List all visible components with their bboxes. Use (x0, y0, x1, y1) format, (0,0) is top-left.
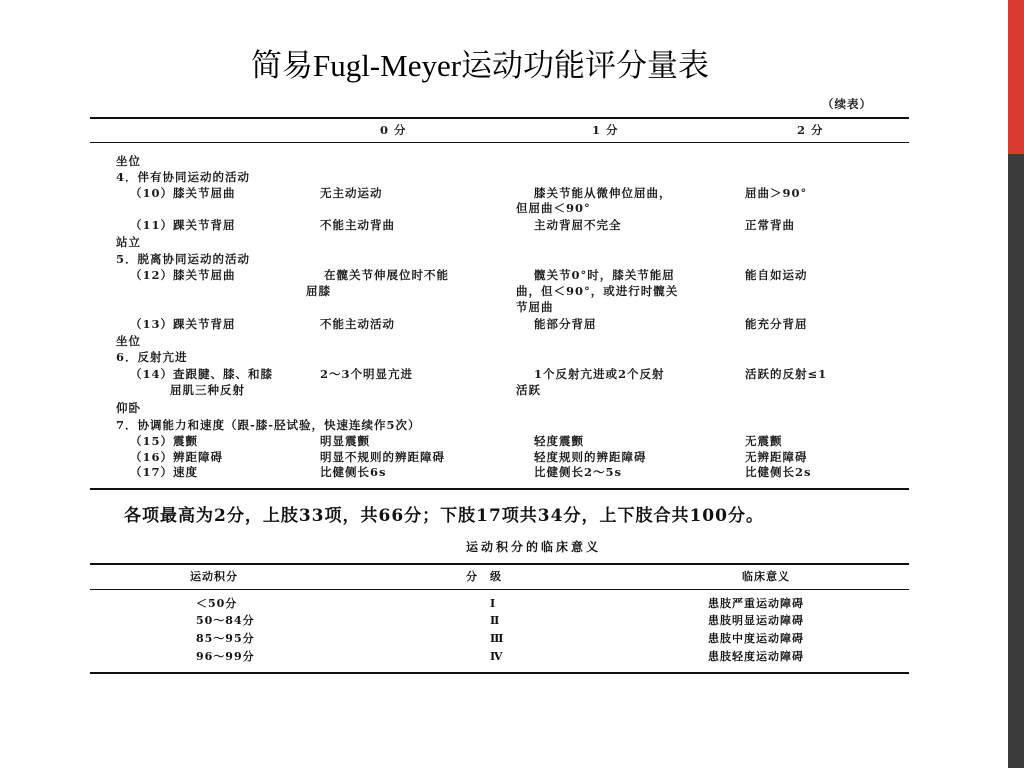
table1-cell-score-0: 不能主动活动 (320, 317, 395, 331)
table1-item-label: （11）踝关节背屈 (130, 218, 236, 232)
table1-item-label: （12）膝关节屈曲 (130, 268, 236, 282)
table1-section-label: 7．协调能力和速度（跟-膝-胫试验，快速连续作5次） (116, 418, 421, 432)
table1-cell-score-2: 屈曲＞90° (745, 186, 808, 200)
table2-cell-score: 50～84分 (196, 614, 255, 627)
table2-header-meaning: 临床意义 (742, 570, 790, 583)
table1-cell-score-1: 活跃 (516, 383, 541, 397)
table1-item-label: （17）速度 (130, 465, 199, 479)
table2-cell-score: 96～99分 (196, 650, 255, 663)
table2-cell-meaning: 患肢严重运动障碍 (708, 597, 804, 610)
table1-cell-score-0: 比健侧长6s (320, 465, 387, 479)
table1-cell-score-1: 轻度震颤 (534, 434, 584, 448)
table1-section-label: 仰卧 (116, 401, 141, 415)
table1-header-rule (90, 142, 909, 143)
table1-item-label: （16）辨距障碍 (130, 450, 224, 464)
table2-bottom-rule (90, 672, 909, 674)
table1-cell-score-2: 比健侧长2s (745, 465, 812, 479)
table2-title: 运动积分的临床意义 (466, 540, 602, 554)
table2-cell-grade: Ⅲ (490, 632, 505, 645)
table1-cell-score-0: 屈膝 (306, 284, 331, 298)
continued-label: （续表） (822, 97, 872, 111)
table1-section-label: 坐位 (116, 154, 141, 168)
table1-cell-score-1: 节屈曲 (516, 300, 554, 314)
table1-cell-score-1: 主动背屈不完全 (534, 218, 622, 232)
table1-cell-score-1: 能部分背屈 (534, 317, 597, 331)
table2-header-rule (90, 589, 909, 590)
table1-section-label: 站立 (116, 235, 141, 249)
table1-bottom-rule (90, 488, 909, 490)
table1-header-score-0: 0 分 (380, 123, 407, 137)
table2-cell-meaning: 患肢轻度运动障碍 (708, 650, 804, 663)
slide-title: 简易Fugl-Meyer运动功能评分量表 (250, 48, 710, 83)
score-summary: 各项最高为2分，上肢33项，共66分；下肢17项共34分，上下肢合共100分。 (124, 506, 764, 526)
table1-cell-score-2: 活跃的反射≤1 (745, 367, 828, 381)
table1-section-label: 6．反射亢进 (116, 350, 188, 364)
table1-cell-score-1: 比健侧长2～5s (534, 465, 622, 479)
table1-section-label: 4．伴有协同运动的活动 (116, 170, 251, 184)
table1-section-label: 5．脱离协同运动的活动 (116, 252, 251, 266)
table1-item-label: （13）踝关节背屈 (130, 317, 236, 331)
table1-cell-score-2: 能充分背屈 (745, 317, 808, 331)
table2-cell-grade: Ⅰ (490, 597, 497, 610)
table1-cell-score-0: 在髋关节伸展位时不能 (324, 268, 449, 282)
table1-item-label: （15）震颤 (130, 434, 199, 448)
table1-cell-score-1: 髋关节0°时，膝关节能屈 (534, 268, 675, 282)
table1-item-label: （14）查跟腱、膝、和膝 (130, 367, 274, 381)
table2-cell-meaning: 患肢明显运动障碍 (708, 614, 804, 627)
slide-accent-bar-red (1008, 0, 1024, 154)
table2-cell-grade: Ⅳ (490, 650, 504, 663)
table1-cell-score-2: 正常背曲 (745, 218, 795, 232)
table1-cell-score-0: 无主动运动 (320, 186, 383, 200)
table1-cell-score-0: 2～3个明显亢进 (320, 367, 414, 381)
table2-cell-score: 85～95分 (196, 632, 255, 645)
table1-top-rule (90, 117, 909, 119)
table1-cell-score-0: 不能主动背曲 (320, 218, 395, 232)
table1-cell-score-1: 轻度规则的辨距障碍 (534, 450, 647, 464)
table2-top-rule (90, 563, 909, 565)
table1-cell-score-1: 1个反射亢进或2个反射 (534, 367, 665, 381)
table1-cell-score-2: 无震颤 (745, 434, 783, 448)
table1-item-label: 屈肌三种反射 (170, 383, 245, 397)
table1-cell-score-1: 但屈曲＜90° (516, 201, 591, 215)
table1-section-label: 坐位 (116, 334, 141, 348)
table1-item-label: （10）膝关节屈曲 (130, 186, 236, 200)
table1-cell-score-0: 明显震颤 (320, 434, 370, 448)
table1-header-score-2: 2 分 (797, 123, 824, 137)
table2-header-score: 运动积分 (190, 570, 238, 583)
table1-cell-score-1: 膝关节能从微伸位屈曲， (534, 186, 672, 200)
table2-header-grade: 分 级 (466, 570, 502, 583)
table1-cell-score-1: 曲，但＜90°，或进行时髋关 (516, 284, 679, 298)
table2-cell-grade: Ⅱ (490, 614, 501, 627)
table1-header-score-1: 1 分 (592, 123, 619, 137)
table2-cell-meaning: 患肢中度运动障碍 (708, 632, 804, 645)
table1-cell-score-0: 明显不规则的辨距障碍 (320, 450, 445, 464)
table2-cell-score: ＜50分 (196, 597, 238, 610)
slide-accent-bar-gray (1008, 154, 1024, 768)
table1-cell-score-2: 能自如运动 (745, 268, 808, 282)
table1-cell-score-2: 无辨距障碍 (745, 450, 808, 464)
